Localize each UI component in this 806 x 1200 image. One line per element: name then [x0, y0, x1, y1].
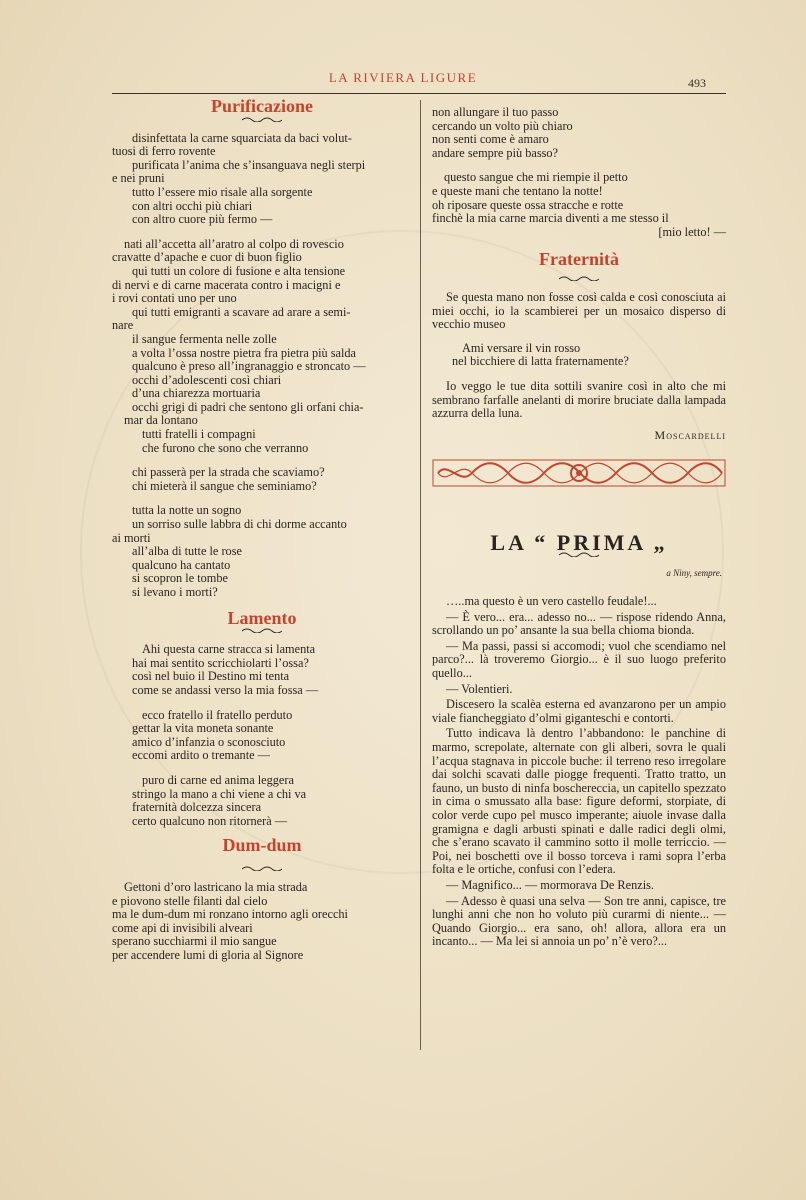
verse-line: si scopron le tombe [132, 571, 228, 586]
verse-line: qui tutti un colore di fusione e alta tensione [132, 263, 346, 278]
verse-line: disinfettata la carne squarciata da baci volut- [132, 130, 352, 145]
verse-line: si levano i morti? [132, 585, 218, 599]
verse-line: con altri occhi più chiari [132, 198, 253, 213]
verse-line: non senti come è amaro [432, 132, 549, 147]
verse-line: non allungare il tuo passo [432, 105, 559, 119]
paragraph: Discesero la scalèa esterna ed avanzarono per un ampio viale fiancheggiato d’olmi giganteschi e contorti. [432, 697, 726, 725]
paragraph: Io veggo le tue dita sottili svanire così in alto che mi sembrano farfalle anelanti di morire bruciate dalla lampada azzurra della luna. [432, 378, 726, 421]
verse-line: cercando un volto più chiaro [432, 118, 573, 133]
paragraph: — Volentieri. [446, 681, 513, 696]
stanza [112, 504, 412, 599]
verse-line: il sangue fermenta nelle zolle [132, 331, 277, 346]
verse-line: d’una chiarezza mortuaria [132, 386, 261, 401]
verse-line: mar da lontano [124, 413, 198, 428]
verse-line: come api di invisibili alveari [112, 920, 253, 935]
poem-title-fraternita: Fraternità [539, 249, 619, 270]
verse-line: per accendere lumi di gloria al Signore [112, 947, 304, 962]
decorative-border [432, 456, 726, 490]
stanza [112, 466, 412, 493]
verse-line: all’alba di tutte le rose [132, 544, 242, 559]
poem-title-dumdum: Dum-dum [222, 835, 302, 856]
fraternita-body [432, 380, 726, 421]
dedication: a Niny, sempre. [666, 568, 722, 579]
verse-line: tuosi di ferro rovente [112, 144, 216, 159]
verse-line: occhi grigi di padri che sentono gli orfani chia- [132, 399, 364, 414]
stanza [112, 238, 412, 456]
header-rule [112, 93, 726, 94]
stanza [112, 881, 412, 963]
paragraph: — Ma passi, passi si accomodi; vuol che scendiamo nel parco?... là troveremo Giorgio... è il suo luogo preferito quello... [432, 638, 726, 681]
verse-line: ecco fratello il fratello perduto [142, 707, 293, 722]
verse-line: così nel buio il Destino mi tenta [132, 669, 290, 684]
stanza [112, 643, 412, 697]
stanza [432, 171, 726, 239]
verse-line: Ami versare il vin rosso [462, 340, 581, 355]
verse-line: come se andassi verso la mia fossa — [132, 682, 319, 697]
author-signature: Moscardelli [654, 427, 726, 442]
story-body [432, 595, 726, 949]
verse-line: nare [112, 318, 134, 333]
verse-line: finchè la mia carne marcia diventi a me stesso il [432, 211, 669, 226]
fraternita-body [432, 291, 726, 332]
verse-line: purificata l’anima che s’insanguava negli sterpi [132, 157, 366, 172]
verse-line: i rovi contati uno per uno [112, 291, 237, 306]
verse-line: [mio letto! — [658, 224, 726, 239]
title-ornament [242, 627, 282, 633]
verse-line: qualcuno è preso all’ingranaggio e stroncato — [132, 359, 366, 374]
column-divider [420, 100, 421, 1050]
verse-line: ai morti [112, 530, 151, 545]
title-ornament [242, 116, 282, 122]
stanza [112, 132, 412, 227]
title-ornament [242, 865, 282, 871]
verse-line: occhi d’adolescenti così chiari [132, 372, 282, 387]
verse-line: puro di carne ed anima leggera [142, 772, 294, 787]
verse-line: di nervi e di carne macerata contro i macigni e [112, 277, 341, 292]
verse-line: gettar la vita moneta sonante [132, 721, 274, 736]
verse-line: tutti fratelli i compagni [142, 427, 256, 442]
verse-line: tutto l’essere mio risale alla sorgente [132, 184, 313, 199]
story-title: LA “ PRIMA „ [490, 529, 668, 555]
verse-line: e piovono stelle filanti dal cielo [112, 893, 268, 908]
verse-line: che furono che sono che verranno [142, 440, 309, 455]
stanza [112, 774, 412, 828]
verse-line: oh riposare queste ossa stracche e rotte [432, 197, 624, 212]
verse-line: nati all’accetta all’aratro al colpo di rovescio [124, 236, 344, 251]
verse-line: nel bicchiere di latta fraternamente? [452, 354, 629, 369]
verse-line: Gettoni d’oro lastricano la mia strada [124, 879, 308, 894]
title-ornament [559, 275, 599, 281]
poem-title-lamento: Lamento [227, 607, 297, 628]
verse-line: ma le dum-dum mi ronzano intorno agli orecchi [112, 907, 348, 922]
paragraph: — Adesso è quasi una selva — Son tre anni, capisce, tre lunghi anni che non ho voluto più curarmi di niente... — Quando Giorgio... era sano, oh! allora, allora era un incanto... — Ma lei si annoia un po’ n’è vero?... [432, 893, 726, 949]
stanza [432, 106, 726, 160]
verse-line: un sorriso sulle labbra di chi dorme accanto [132, 517, 347, 532]
verse-line: hai mai sentito scricchiolarti l’ossa? [132, 655, 309, 670]
left-column [112, 96, 412, 973]
page-number: 493 [688, 76, 706, 90]
verse-line: tutta la notte un sogno [132, 503, 242, 518]
verse-line: certo qualcuno non ritornerà — [132, 813, 288, 828]
verse-line: e queste mani che tentano la notte! [432, 183, 603, 198]
verse-line: chi passerà per la strada che scaviamo? [132, 465, 325, 480]
page-header [0, 66, 806, 96]
paragraph: Tutto indicava là dentro l’abbandono: le panchine di marmo, screpolate, alternate con gli alberi, sovra le quali l’acqua stagnava in piccole buche: il terreno reso irregolare dai solchi scavati dalle piogge frequenti. Tratto tratto, un fauno, un busto di ninfa boschereccia, un capitello spezzato in cima o smussato alla base: figure deformi, storpiate, di color verde cupo pel musco imperante; aiuole invase dalla gramigna e dagli arbusti spinati e dalle radici degli olmi, che s’erano scavato il cammino sotto il molle terriccio. — Poi, nei boschetti ove il bosso torceva i rami sopra l’erba folta e le ortiche, confusi con l’edera. [432, 726, 726, 877]
running-title: LA RIVIERA LIGURE [328, 70, 478, 85]
stanza [432, 342, 726, 369]
verse-line: eccomi ardito o tremante — [132, 748, 270, 763]
stanza [112, 709, 412, 763]
verse-line: e nei pruni [112, 171, 165, 186]
verse-line: con altro cuore più fermo — [132, 212, 273, 227]
verse-line: fraternità dolcezza sincera [132, 800, 262, 815]
paragraph: Se questa mano non fosse così calda e così conosciuta ai miei occhi, io la scambierei per un mosaico disperso di vecchio museo [432, 289, 726, 332]
verse-line: qui tutti emigranti a scavare ad arare a semi- [132, 304, 351, 319]
paragraph: — Magnifico... — mormorava De Renzis. [446, 877, 654, 892]
verse-line: andare sempre più basso? [432, 145, 558, 160]
verse-line: sperano succhiarmi il mio sangue [112, 934, 277, 949]
right-column [432, 100, 726, 951]
verse-line: amico d’infanzia o sconosciuto [132, 734, 286, 749]
verse-line: stringo la mano a chi viene a chi va [132, 786, 307, 801]
verse-line: a volta l’ossa nostre pietra fra pietra più salda [132, 345, 356, 360]
verse-line: Ahi questa carne stracca si lamenta [142, 642, 316, 657]
poem-title-purificazione: Purificazione [211, 96, 313, 116]
verse-line: cravatte d’apache e cuor di buon figlio [112, 250, 302, 265]
verse-line: chi mieterà il sangue che seminiamo? [132, 478, 317, 493]
verse-line: questo sangue che mi riempie il petto [444, 170, 628, 185]
paragraph: …..ma questo è un vero castello feudale!... [446, 594, 657, 609]
paragraph: — È vero... era... adesso no... — rispose ridendo Anna, scrollando un po’ ansante la sua bella chioma bionda. [432, 609, 726, 638]
verse-line: qualcuno ha cantato [132, 557, 231, 572]
